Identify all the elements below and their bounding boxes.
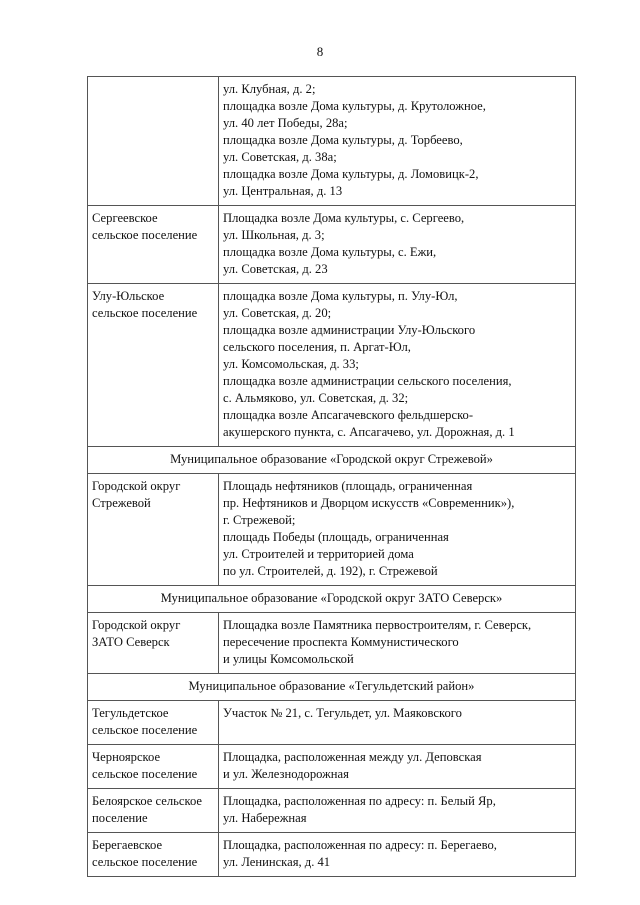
- location-cell: [219, 701, 576, 745]
- settlement-name-line: Сергеевское: [92, 211, 158, 225]
- location-cell: [219, 474, 576, 586]
- settlement-name-line: сельское поселение: [92, 306, 198, 320]
- settlement-cell: [88, 206, 219, 284]
- location-line: г. Стрежевой;: [223, 513, 296, 527]
- settlement-name-line: ЗАТО Северск: [92, 635, 170, 649]
- table-row: [88, 77, 576, 206]
- location-line: по ул. Строителей, д. 192), г. Стрежевой: [223, 564, 438, 578]
- section-header-row: [88, 586, 576, 613]
- settlement-name-line: сельское поселение: [92, 723, 198, 737]
- location-line: пересечение проспекта Коммунистического: [223, 635, 459, 649]
- location-line: ул. Центральная, д. 13: [223, 184, 343, 198]
- location-cell: [219, 789, 576, 833]
- location-line: ул. Комсомольская, д. 33;: [223, 357, 359, 371]
- settlement-cell: [88, 789, 219, 833]
- settlement-cell: [88, 701, 219, 745]
- location-line: площадка возле Дома культуры, д. Ломовицк-2,: [223, 167, 479, 181]
- location-line: Площадка возле Памятника первостроителям, г. Северск,: [223, 618, 532, 632]
- section-header-row: [88, 674, 576, 701]
- table-row: [88, 206, 576, 284]
- location-line: площадка возле администрации сельского поселения,: [223, 374, 512, 388]
- location-line: ул. Советская, д. 23: [223, 262, 328, 276]
- settlement-name-line: Городской округ: [92, 479, 181, 493]
- table-row: [88, 833, 576, 877]
- settlement-name-line: Берегаевское: [92, 838, 163, 852]
- section-header-row: [88, 447, 576, 474]
- location-line: ул. Школьная, д. 3;: [223, 228, 325, 242]
- location-line: Площадка возле Дома культуры, с. Сергеево,: [223, 211, 465, 225]
- location-line: площадка возле администрации Улу-Юльского: [223, 323, 476, 337]
- settlement-name-line: Черноярское: [92, 750, 161, 764]
- settlement-cell: [88, 613, 219, 674]
- settlement-name-line: сельское поселение: [92, 228, 198, 242]
- location-line: Площадка, расположенная между ул. Деповская: [223, 750, 482, 764]
- location-line: Участок № 21, с. Тегульдет, ул. Маяковского: [223, 706, 462, 720]
- location-line: ул. 40 лет Победы, 28а;: [223, 116, 348, 130]
- settlement-name-line: Городской округ: [92, 618, 181, 632]
- location-line: и улицы Комсомольской: [223, 652, 354, 666]
- settlement-cell: [88, 474, 219, 586]
- location-line: с. Альмяково, ул. Советская, д. 32;: [223, 391, 409, 405]
- settlement-name-line: Белоярское сельское: [92, 794, 202, 808]
- location-line: площадка возле Дома культуры, д. Крутоложное,: [223, 99, 486, 113]
- location-line: Площадка, расположенная по адресу: п. Берегаево,: [223, 838, 497, 852]
- settlement-name-line: поселение: [92, 811, 148, 825]
- table-row: [88, 284, 576, 447]
- table-row: [88, 745, 576, 789]
- section-title: Муниципальное образование «Городской округ ЗАТО Северск»: [88, 586, 576, 613]
- table-row: [88, 613, 576, 674]
- settlement-cell: [88, 77, 219, 206]
- settlement-cell: [88, 284, 219, 447]
- settlement-name-line: Тегульдетское: [92, 706, 169, 720]
- location-cell: [219, 206, 576, 284]
- location-cell: [219, 77, 576, 206]
- location-line: площадка возле Апсагачевского фельдшерско-: [223, 408, 474, 422]
- location-line: сельского поселения, п. Аргат-Юл,: [223, 340, 411, 354]
- settlement-name-line: сельское поселение: [92, 767, 198, 781]
- location-line: Площадь нефтяников (площадь, ограниченная: [223, 479, 473, 493]
- location-line: ул. Советская, д. 20;: [223, 306, 332, 320]
- settlement-name-line: Стрежевой: [92, 496, 151, 510]
- section-title: Муниципальное образование «Городской округ Стрежевой»: [88, 447, 576, 474]
- location-line: ул. Ленинская, д. 41: [223, 855, 331, 869]
- locations-table: [87, 76, 576, 877]
- settlement-name-line: сельское поселение: [92, 855, 198, 869]
- location-line: площадка возле Дома культуры, с. Ежи,: [223, 245, 437, 259]
- location-line: ул. Советская, д. 38а;: [223, 150, 337, 164]
- location-cell: [219, 613, 576, 674]
- settlement-name-line: Улу-Юльское: [92, 289, 165, 303]
- table-row: [88, 789, 576, 833]
- settlement-cell: [88, 833, 219, 877]
- location-line: и ул. Железнодорожная: [223, 767, 349, 781]
- location-line: Площадка, расположенная по адресу: п. Белый Яр,: [223, 794, 496, 808]
- location-line: ул. Набережная: [223, 811, 307, 825]
- page-number: 8: [316, 44, 324, 59]
- location-line: площадка возле Дома культуры, д. Торбеево,: [223, 133, 463, 147]
- table-row: [88, 474, 576, 586]
- location-cell: [219, 833, 576, 877]
- location-line: площадь Победы (площадь, ограниченная: [223, 530, 449, 544]
- table-row: [88, 701, 576, 745]
- section-title: Муниципальное образование «Тегульдетский район»: [88, 674, 576, 701]
- location-line: ул. Клубная, д. 2;: [223, 82, 316, 96]
- table-body: [88, 77, 576, 877]
- location-cell: [219, 745, 576, 789]
- settlement-cell: [88, 745, 219, 789]
- location-line: акушерского пункта, с. Апсагачево, ул. Дорожная, д. 1: [223, 425, 515, 439]
- location-line: ул. Строителей и территорией дома: [223, 547, 414, 561]
- location-cell: [219, 284, 576, 447]
- location-line: пр. Нефтяников и Дворцом искусств «Современник»),: [223, 496, 515, 510]
- location-line: площадка возле Дома культуры, п. Улу-Юл,: [223, 289, 458, 303]
